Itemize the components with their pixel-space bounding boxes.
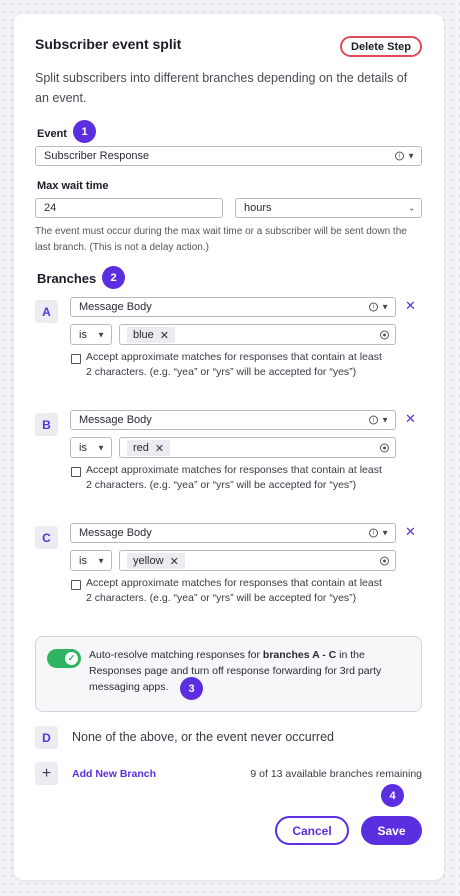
cancel-button[interactable]: Cancel [275,816,349,845]
auto-resolve-text [89,647,409,695]
auto-resolve-text-post: in the Responses page and turn off response forwarding for 3rd party messaging apps. [89,649,382,693]
branch-c-approx-checkbox[interactable] [71,580,81,590]
branch-b-approx-text: Accept approximate matches for responses that contain at least 2 characters. (e.g. “yea” or “yrs” will be accepted for “yes”) [86,464,382,491]
chip-remove-icon[interactable]: ✕ [159,329,170,342]
chip-label: yellow [133,555,164,567]
chevron-down-icon: ▼ [97,556,105,565]
chip-remove-icon[interactable]: ✕ [154,442,165,455]
wait-note: The event must occur during the max wait time or a subscriber will be sent down the last branch. (This is not a delay action.) [35,226,407,253]
chevron-down-icon: ▼ [381,528,389,538]
chip-remove-icon[interactable]: ✕ [169,555,179,568]
chevron-down-icon: ▼ [381,302,389,312]
operator-value: is [79,441,87,454]
auto-resolve-toggle[interactable] [47,649,81,668]
chip-label: red [133,442,149,454]
remove-branch-a-icon[interactable]: ✕ [405,298,416,313]
fallback-text: None of the above, or the event never occurred [72,730,334,744]
branches-label: Branches [37,271,97,286]
event-label: Event [37,128,67,140]
info-icon: i [369,303,378,312]
branch-field-value: Message Body [79,414,152,426]
add-new-branch-link[interactable]: Add New Branch [72,768,157,780]
branch-b-field-select[interactable] [70,410,396,430]
delete-step-button[interactable]: Delete Step [340,36,422,57]
branch-field-value: Message Body [79,527,152,539]
branch-b-operator-select[interactable] [70,437,112,458]
clear-icon[interactable] [380,556,389,565]
info-icon: i [369,529,378,538]
event-select[interactable] [35,146,422,166]
step-marker-4: 4 [381,784,404,807]
branch-c-operator-select[interactable] [70,550,112,571]
branch-b-value-chip [127,440,170,456]
event-select-value: Subscriber Response [44,150,150,162]
check-icon: ✓ [65,652,78,665]
clear-icon[interactable] [380,443,389,452]
step-panel [14,14,444,880]
branch-a-approx-checkbox[interactable] [71,354,81,364]
branch-c-approx-text: Accept approximate matches for responses that contain at least 2 characters. (e.g. “yea” or “yrs” will be accepted for “yes”) [86,577,382,604]
chevron-down-icon: ▼ [407,151,415,161]
wait-unit-value: hours [244,202,272,214]
branch-letter-d: D [35,726,58,749]
auto-resolve-text-pre: Auto-resolve matching responses for [89,649,263,661]
branch-a-value-chip [127,327,175,343]
branch-a-approx-text: Accept approximate matches for responses that contain at least 2 characters. (e.g. “yea” or “yrs” will be accepted for “yes”) [86,351,382,378]
step-marker-2: 2 [102,266,125,289]
branch-a-field-select[interactable] [70,297,396,317]
wait-amount-input[interactable]: 24 [35,198,223,218]
auto-resolve-text-bold: branches A - C [262,649,337,661]
remove-branch-c-icon[interactable]: ✕ [405,524,416,539]
chevron-down-icon: ▼ [97,443,105,452]
branch-a-operator-select[interactable] [70,324,112,345]
branch-field-value: Message Body [79,301,152,313]
auto-resolve-box [35,636,422,712]
branch-letter-b: B [35,413,58,436]
save-button[interactable]: Save [361,816,422,845]
branches-remaining: 9 of 13 available branches remaining [250,768,422,780]
branch-b-approx-checkbox[interactable] [71,467,81,477]
branch-letter-a: A [35,300,58,323]
remove-branch-b-icon[interactable]: ✕ [405,411,416,426]
clear-icon[interactable] [380,330,389,339]
chip-label: blue [133,329,154,341]
panel-description: Split subscribers into different branches depending on the details of an event. [35,71,408,105]
branch-c-value-chip [127,553,185,569]
panel-title: Subscriber event split [35,36,182,52]
chevron-down-icon: ▼ [381,415,389,425]
chevron-down-icon: ⌄ [408,203,415,213]
branch-letter-c: C [35,526,58,549]
step-marker-1: 1 [73,120,96,143]
chevron-down-icon: ▼ [97,330,105,339]
max-wait-label: Max wait time [37,180,109,192]
branch-c-field-select[interactable] [70,523,396,543]
step-marker-3: 3 [180,677,203,700]
operator-value: is [79,554,87,567]
wait-unit-select[interactable] [235,198,422,218]
plus-icon[interactable]: + [35,762,58,785]
info-icon: i [395,152,404,161]
operator-value: is [79,328,87,341]
info-icon: i [369,416,378,425]
